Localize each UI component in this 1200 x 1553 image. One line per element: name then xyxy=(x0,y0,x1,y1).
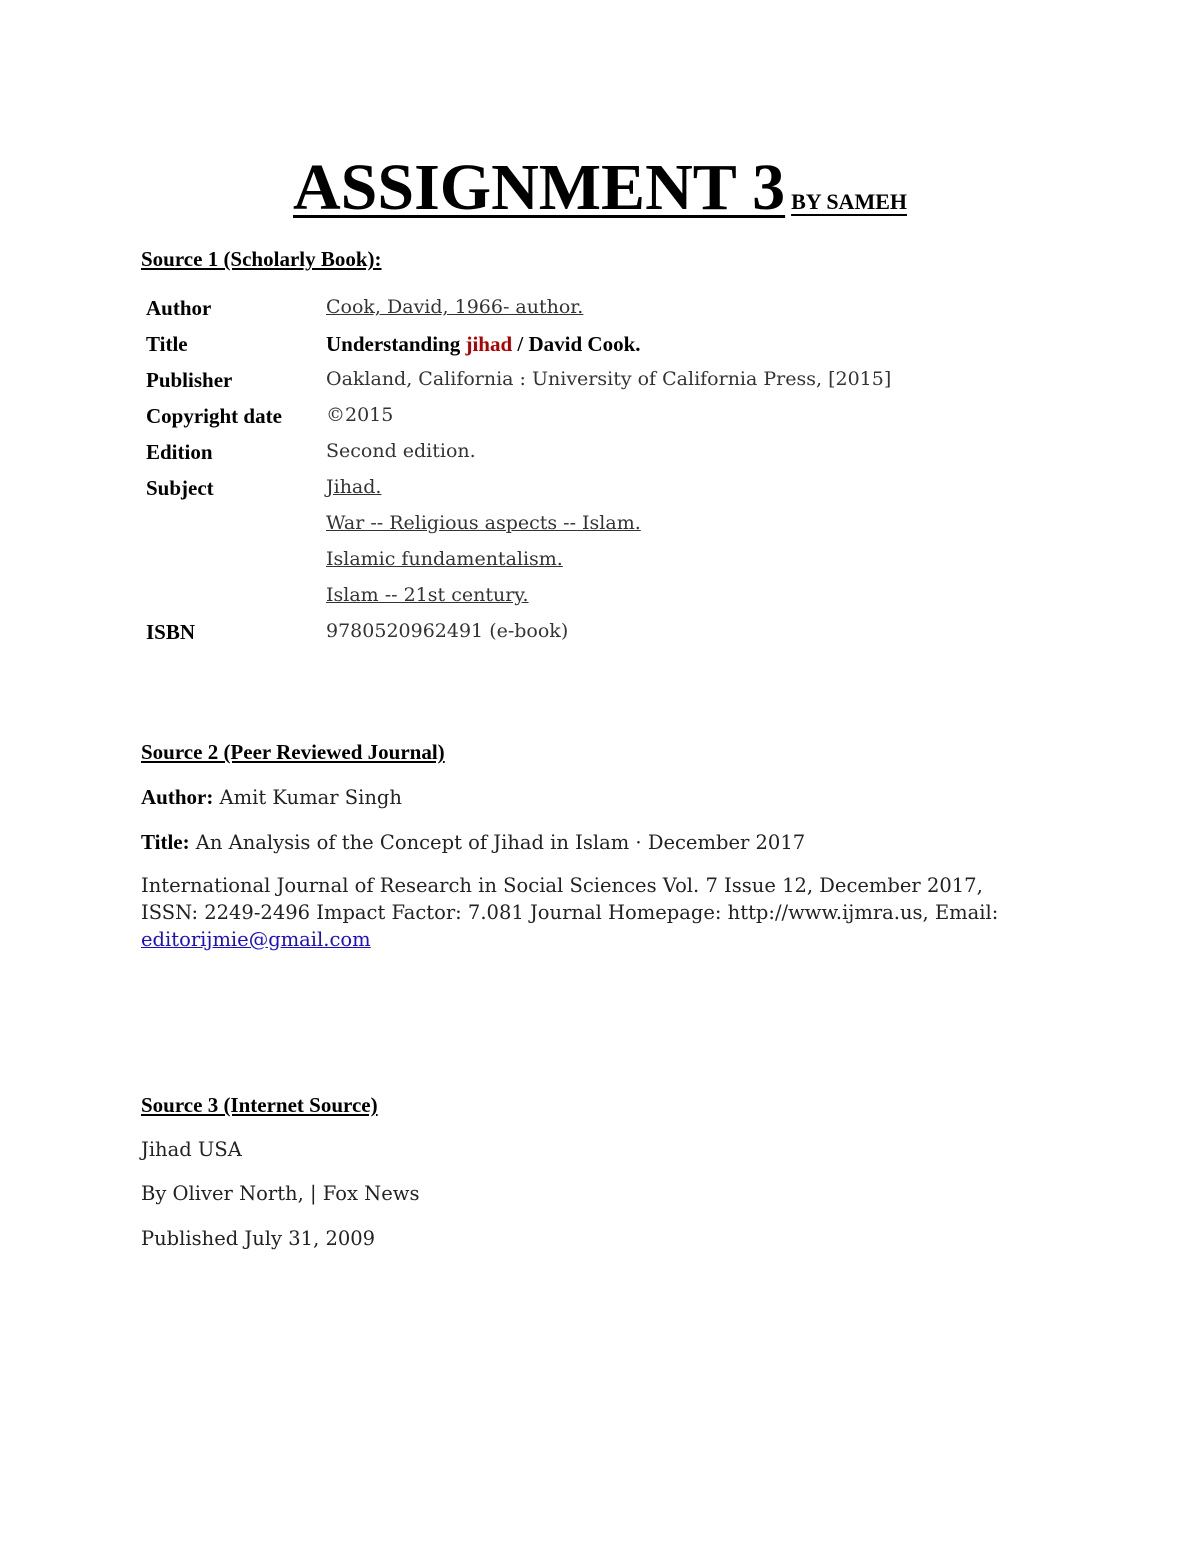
author-link[interactable]: Cook, David, 1966- author. xyxy=(326,296,584,318)
source-2-details xyxy=(141,872,1041,953)
email-link[interactable]: editorijmie@gmail.com xyxy=(141,928,371,951)
isbn-value: 9780520962491 (e-book) xyxy=(326,620,569,642)
subject-link[interactable]: War -- Religious aspects -- Islam. xyxy=(326,512,641,534)
source-3-heading: Source 3 (Internet Source) xyxy=(141,1093,378,1117)
copyright-value: ©2015 xyxy=(326,404,394,426)
subject-link[interactable]: Jihad. xyxy=(326,476,382,498)
row-label: Copyright date xyxy=(146,404,282,428)
subject-link[interactable]: Islamic fundamentalism. xyxy=(326,548,563,570)
source-2-title xyxy=(141,830,805,855)
source-2-heading: Source 2 (Peer Reviewed Journal) xyxy=(141,740,445,764)
title-label: Title: xyxy=(141,830,190,854)
source-3-title: Jihad USA xyxy=(141,1138,242,1161)
publisher-value: Oakland, California : University of California Press, [2015] xyxy=(326,368,892,390)
source-1-heading: Source 1 (Scholarly Book): xyxy=(141,247,382,271)
row-label: Publisher xyxy=(146,368,233,392)
book-title-start: Understanding xyxy=(326,332,466,356)
book-title-keyword: jihad xyxy=(465,332,513,356)
title-main: ASSIGNMENT 3 xyxy=(293,151,786,224)
author-value: Amit Kumar Singh xyxy=(213,786,402,809)
edition-value: Second edition. xyxy=(326,440,476,462)
row-label: Author xyxy=(146,296,212,320)
author-label: Author: xyxy=(141,785,214,809)
document-title xyxy=(0,150,1200,226)
row-label: Title xyxy=(146,332,188,356)
subject-link[interactable]: Islam -- 21st century. xyxy=(326,584,529,606)
title-author: BY SAMEH xyxy=(791,189,907,214)
source-3-byline: By Oliver North, | Fox News xyxy=(141,1182,420,1205)
row-label: ISBN xyxy=(146,620,196,644)
source-3-published: Published July 31, 2009 xyxy=(141,1227,376,1250)
row-label: Subject xyxy=(146,476,214,500)
book-title xyxy=(326,332,641,357)
source-2-author xyxy=(141,785,402,810)
journal-details: International Journal of Research in Social Sciences Vol. 7 Issue 12, December 2017, ISSN: 2249-2496 Impact Factor: 7.081 Journal Homepage: http://www.ijmra.us, Email: xyxy=(141,874,999,924)
row-label: Edition xyxy=(146,440,213,464)
book-title-end: / David Cook. xyxy=(512,332,641,356)
title-value: An Analysis of the Concept of Jihad in Islam · December 2017 xyxy=(189,831,806,854)
